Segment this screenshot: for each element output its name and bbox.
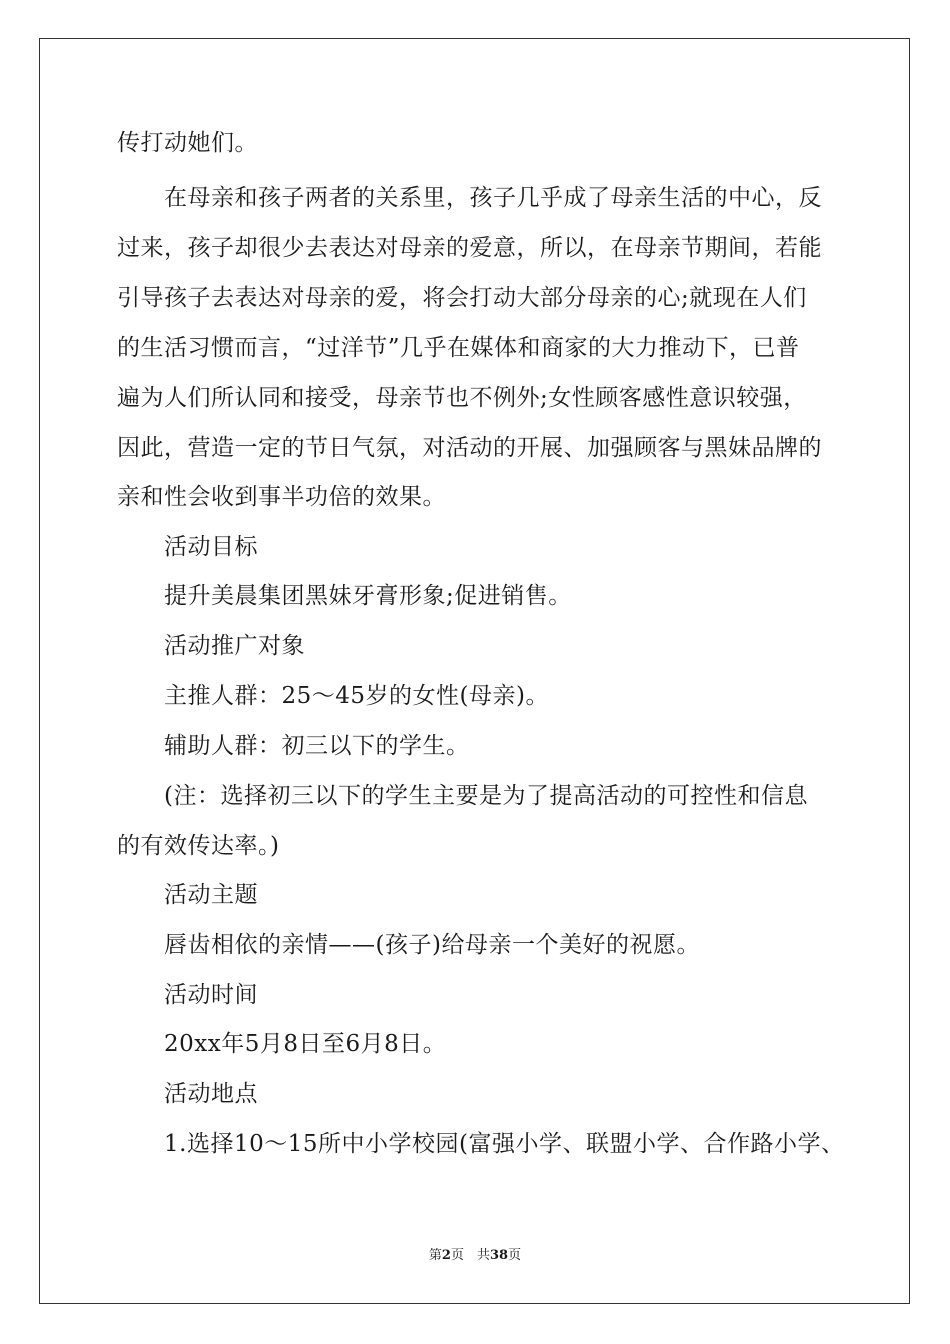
page-border <box>39 38 910 1304</box>
paragraph-line: (注：选择初三以下的学生主要是为了提高活动的可控性和信息 <box>164 783 808 809</box>
page-number-prefix: 第 <box>428 1248 442 1263</box>
paragraph-line: 引导孩子去表达对母亲的爱，将会打动大部分母亲的心;就现在人们 <box>117 285 807 311</box>
paragraph-line: 提升美晨集团黑妹牙膏形象;促进销售。 <box>164 583 572 609</box>
paragraph-line: 主推人群：25～45岁的女性(母亲)。 <box>164 683 549 709</box>
section-heading: 活动时间 <box>164 982 258 1008</box>
paragraph-line: 的有效传达率。) <box>117 833 280 859</box>
page-number-mid: 页 共 <box>450 1248 490 1263</box>
paragraph-line: 唇齿相依的亲情——(孩子)给母亲一个美好的祝愿。 <box>164 932 700 958</box>
paragraph-line: 过来，孩子却很少去表达对母亲的爱意，所以，在母亲节期间，若能 <box>117 235 822 261</box>
section-heading: 活动地点 <box>164 1081 258 1107</box>
page-number-suffix: 页 <box>508 1248 522 1263</box>
paragraph-line: 20xx年5月8日至6月8日。 <box>164 1031 447 1057</box>
paragraph-line: 在母亲和孩子两者的关系里，孩子几乎成了母亲生活的中心，反 <box>164 185 822 211</box>
paragraph-line: 1.选择10～15所中小学校园(富强小学、联盟小学、合作路小学、 <box>164 1131 845 1157</box>
section-heading: 活动推广对象 <box>164 633 305 659</box>
paragraph-line: 因此，营造一定的节日气氛，对活动的开展、加强顾客与黑妹品牌的 <box>117 435 822 461</box>
paragraph-line: 遍为人们所认同和接受，母亲节也不例外;女性顾客感性意识较强， <box>117 385 807 411</box>
paragraph-line: 辅助人群：初三以下的学生。 <box>164 733 470 759</box>
page-number-total: 38 <box>489 1248 509 1263</box>
section-heading: 活动目标 <box>164 534 258 560</box>
paragraph-line: 的生活习惯而言，“过洋节”几乎在媒体和商家的大力推动下，已普 <box>117 335 800 361</box>
section-heading: 活动主题 <box>164 882 258 908</box>
page-number-current: 2 <box>441 1248 451 1263</box>
paragraph-line: 亲和性会收到事半功倍的效果。 <box>117 484 446 510</box>
paragraph-line: 传打动她们。 <box>117 130 258 156</box>
page-footer <box>0 1247 950 1265</box>
